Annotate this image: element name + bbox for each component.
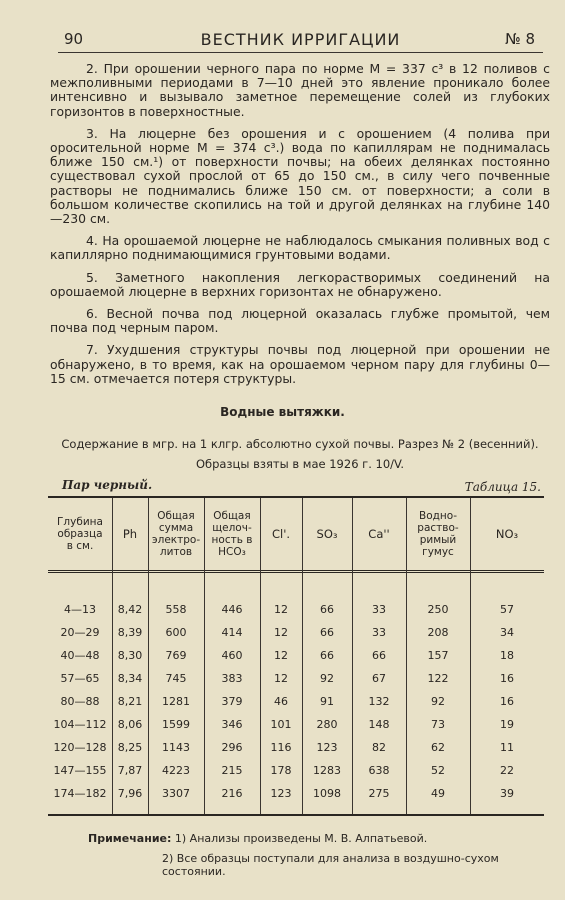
note-2: 2) Все образцы поступали для анализа в воздушно-сухом состоянии. bbox=[162, 852, 499, 878]
header-line: римый bbox=[419, 534, 457, 546]
table-cell: 66 bbox=[320, 649, 334, 662]
table-cell: 57—65 bbox=[60, 672, 100, 685]
table-cell: 157 bbox=[427, 649, 449, 662]
table-cell: 1098 bbox=[313, 787, 341, 800]
table-cell: 1283 bbox=[313, 764, 341, 777]
notes bbox=[88, 832, 427, 845]
table-cell: 33 bbox=[372, 626, 386, 639]
header-line: HCO₃ bbox=[218, 546, 246, 558]
issue-number: № 8 bbox=[505, 30, 535, 48]
section-title: Водные вытяжки. bbox=[220, 405, 345, 419]
table-cell: 208 bbox=[427, 626, 449, 639]
table-subtitle: Содержание в мгр. на 1 клгр. абсолютно сухой почвы. Разрез № 2 (весенний). bbox=[61, 437, 539, 451]
table-cell: 600 bbox=[165, 626, 187, 639]
table-cell: 33 bbox=[372, 603, 386, 616]
table-cell: 1143 bbox=[162, 741, 190, 754]
table-cell: 3307 bbox=[162, 787, 190, 800]
table-cell: 66 bbox=[372, 649, 386, 662]
table-cell: 8,30 bbox=[117, 649, 143, 662]
header-line: Глубина bbox=[57, 516, 103, 528]
table-row bbox=[48, 644, 544, 667]
paragraph: 3. На люцерне без орошения и с орошением (4 полива при оросительной норме М = 374 с³.) вода по капиллярам не поднималась ближе 150 см.¹) от поверхности почвы; на обеих делянках постоянно существовал сухой прослой от 65 до 150 см., в силу чего почвенные растворы не поднимались ближе 150 см. от поверхности; а соли в большом количестве скопились на той и другой делянках на глубине 140—230 см. bbox=[50, 125, 550, 227]
table-cell: 91 bbox=[320, 695, 334, 708]
table-cell: 46 bbox=[274, 695, 288, 708]
table-cell: 104—112 bbox=[53, 718, 107, 731]
table-cell: 82 bbox=[372, 741, 386, 754]
table-cell: 66 bbox=[320, 603, 334, 616]
table-row bbox=[48, 713, 544, 736]
table-cell: 558 bbox=[165, 603, 187, 616]
header-line: Общая bbox=[213, 510, 251, 522]
table-cell: 250 bbox=[427, 603, 449, 616]
header-line: SO₃ bbox=[316, 527, 338, 541]
header-line: образца bbox=[57, 528, 103, 540]
table-cell: 1281 bbox=[162, 695, 190, 708]
table-cell: 116 bbox=[270, 741, 292, 754]
table-cell: 67 bbox=[372, 672, 386, 685]
table-cell: 8,39 bbox=[117, 626, 143, 639]
table-cell: 216 bbox=[221, 787, 243, 800]
table-cell: 414 bbox=[221, 626, 243, 639]
header-line: Ca'' bbox=[368, 527, 390, 541]
table-cell: 52 bbox=[431, 764, 445, 777]
table-cell: 62 bbox=[431, 741, 445, 754]
table-cell: 22 bbox=[500, 764, 514, 777]
paragraph: 6. Весной почва под люцерной оказалась глубже промытой, чем почва под черным паром. bbox=[50, 306, 550, 336]
table-caption-left: Пар черный. bbox=[62, 478, 153, 492]
header-line: раство- bbox=[417, 522, 459, 534]
header-line: сумма bbox=[158, 522, 194, 534]
table-cell: 8,34 bbox=[117, 672, 143, 685]
table-cell: 120—128 bbox=[53, 741, 107, 754]
table-row bbox=[48, 759, 544, 782]
table-row bbox=[48, 667, 544, 690]
table-cell: 123 bbox=[316, 741, 338, 754]
table-cell: 73 bbox=[431, 718, 445, 731]
table-cell: 12 bbox=[274, 649, 288, 662]
header-line: Cl'. bbox=[271, 527, 291, 541]
table-row bbox=[48, 690, 544, 713]
header-line: Ph bbox=[122, 527, 138, 541]
table-cell: 92 bbox=[431, 695, 445, 708]
table-cell: 123 bbox=[270, 787, 292, 800]
table-cell: 8,25 bbox=[117, 741, 143, 754]
table-cell: 147—155 bbox=[53, 764, 107, 777]
header-line: гумус bbox=[422, 546, 454, 558]
water-extract-table bbox=[48, 496, 544, 816]
paragraph: 2. При орошении черного пара по норме М = 337 с³ в 12 поливов с межполивными периодами в 7—10 дней это явление проникало более интенсивно и вызывало заметное перемещение солей из глубоких горизонтов в поверхностные. bbox=[50, 61, 550, 119]
notes-label: Примечание: bbox=[88, 832, 172, 845]
table-cell: 215 bbox=[221, 764, 243, 777]
table-cell: 57 bbox=[500, 603, 514, 616]
table-subtitle-date: Образцы взяты в мае 1926 г. 10/V. bbox=[195, 457, 405, 471]
table-cell: 16 bbox=[500, 695, 514, 708]
table-cell: 92 bbox=[320, 672, 334, 685]
table-cell: 379 bbox=[221, 695, 243, 708]
table-cell: 769 bbox=[165, 649, 187, 662]
table-cell: 383 bbox=[221, 672, 243, 685]
table-cell: 4—13 bbox=[64, 603, 96, 616]
paragraph: 4. На орошаемой люцерне не наблюдалось смыкания поливных вод с капиллярно поднимающимися грунтовыми водами. bbox=[50, 233, 550, 263]
paragraph: 5. Заметного накопления легкорастворимых соединений на орошаемой люцерне в верхних горизонтах не обнаружено. bbox=[50, 269, 550, 299]
header-line: NO₃ bbox=[495, 527, 519, 541]
table-cell: 11 bbox=[500, 741, 514, 754]
table-caption-number: Таблица 15. bbox=[464, 480, 541, 494]
header-line: щелоч- bbox=[212, 522, 252, 534]
table-cell: 49 bbox=[431, 787, 445, 800]
table-cell: 638 bbox=[368, 764, 390, 777]
table-cell: 8,21 bbox=[117, 695, 143, 708]
table-cell: 4223 bbox=[162, 764, 190, 777]
table-cell: 12 bbox=[274, 626, 288, 639]
header-line: электро- bbox=[151, 534, 201, 546]
table-cell: 40—48 bbox=[60, 649, 100, 662]
table-cell: 16 bbox=[500, 672, 514, 685]
table-cell: 280 bbox=[316, 718, 338, 731]
table-cell: 66 bbox=[320, 626, 334, 639]
table-row bbox=[48, 598, 544, 621]
table-cell: 39 bbox=[500, 787, 514, 800]
table-cell: 7,96 bbox=[117, 787, 143, 800]
running-header bbox=[58, 30, 543, 53]
table-row bbox=[48, 621, 544, 644]
note-1: 1) Анализы произведены М. В. Алпатьевой. bbox=[174, 832, 428, 845]
table-cell: 18 bbox=[500, 649, 514, 662]
table-cell: 178 bbox=[270, 764, 292, 777]
table-cell: 460 bbox=[221, 649, 243, 662]
header-line: в см. bbox=[66, 540, 94, 552]
table-cell: 7,87 bbox=[117, 764, 143, 777]
table-row bbox=[48, 782, 544, 805]
table-cell: 12 bbox=[274, 672, 288, 685]
table-row bbox=[48, 736, 544, 759]
table-cell: 745 bbox=[165, 672, 187, 685]
header-line: литов bbox=[159, 546, 193, 558]
page-number: 90 bbox=[64, 30, 84, 48]
table-cell: 34 bbox=[500, 626, 514, 639]
table-cell: 174—182 bbox=[53, 787, 107, 800]
table-cell: 8,06 bbox=[117, 718, 143, 731]
conclusions-text bbox=[50, 62, 550, 394]
header-line: Водно- bbox=[419, 510, 457, 522]
table-cell: 148 bbox=[368, 718, 390, 731]
table-cell: 275 bbox=[368, 787, 390, 800]
journal-title: ВЕСТНИК ИРРИГАЦИИ bbox=[200, 30, 401, 49]
table-cell: 296 bbox=[221, 741, 243, 754]
table-cell: 132 bbox=[368, 695, 390, 708]
table-cell: 446 bbox=[221, 603, 243, 616]
table-cell: 1599 bbox=[162, 718, 190, 731]
table-cell: 101 bbox=[270, 718, 292, 731]
table-cell: 12 bbox=[274, 603, 288, 616]
table-cell: 20—29 bbox=[60, 626, 100, 639]
table-cell: 80—88 bbox=[60, 695, 100, 708]
column-header bbox=[470, 528, 544, 540]
header-line: ность в bbox=[211, 534, 253, 546]
table-cell: 19 bbox=[500, 718, 514, 731]
table-cell: 8,42 bbox=[117, 603, 143, 616]
table-cell: 346 bbox=[221, 718, 243, 731]
header-line: Общая bbox=[157, 510, 195, 522]
paragraph: 7. Ухудшения структуры почвы под люцерной при орошении не обнаружено, в то время, как на орошаемом черном пару для глубины 0—15 см. отмечается потеря структуры. bbox=[50, 342, 550, 386]
table-cell: 122 bbox=[427, 672, 449, 685]
